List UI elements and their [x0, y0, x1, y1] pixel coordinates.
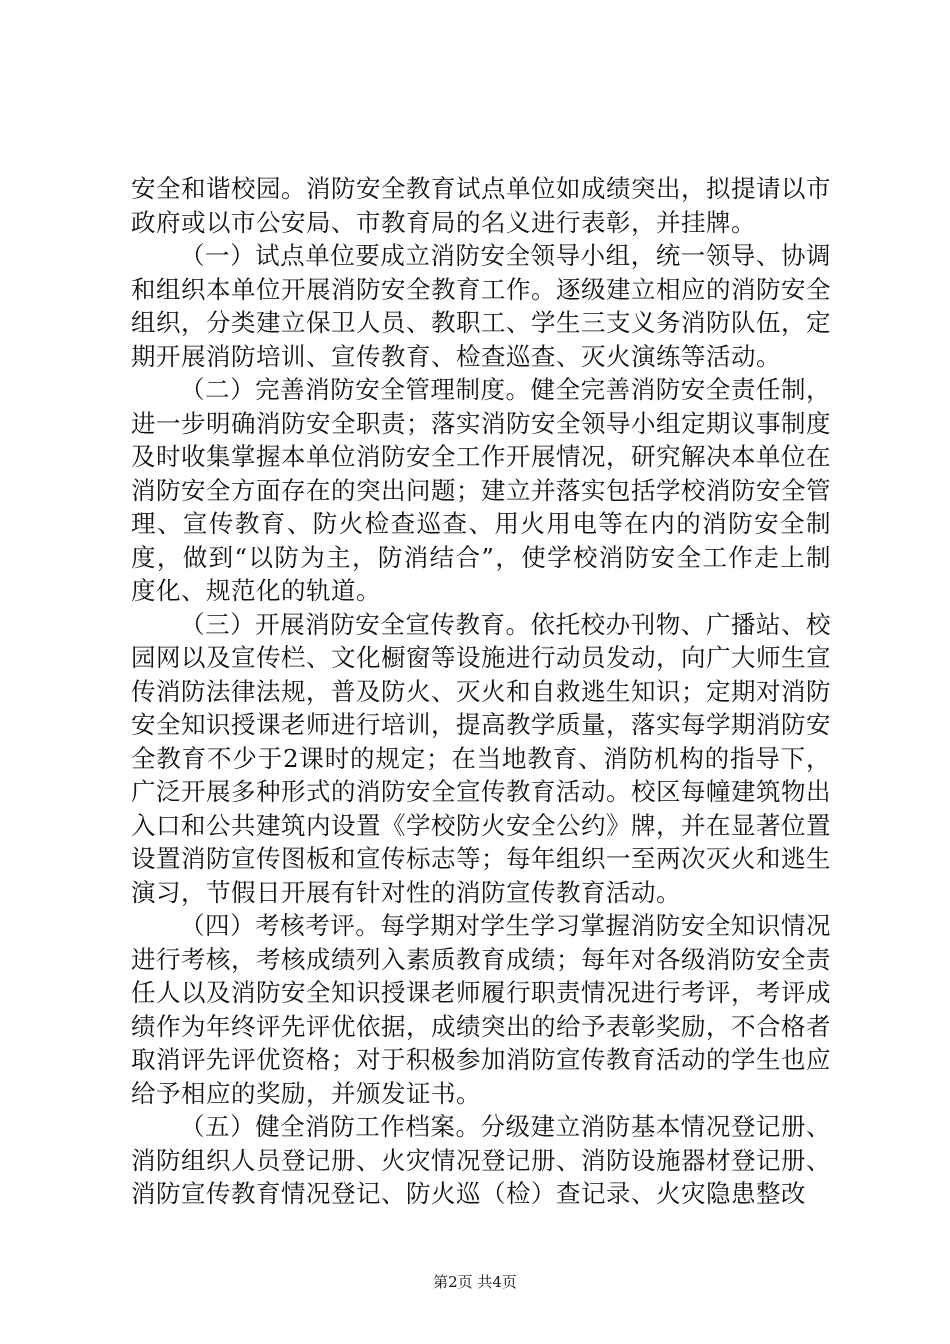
document-body [131, 172, 831, 1211]
paragraph-intro: 安全和谐校园。消防安全教育试点单位如成绩突出，拟提请以市政府或以市公安局、市教育局的名义进行表彰，并挂牌。 [131, 174, 831, 237]
paragraph-section-2: （二）完善消防安全管理制度。健全完善消防安全责任制，进一步明确消防安全职责；落实消防安全领导小组定期议事制度及时收集掌握本单位消防安全工作开展情况，研究解决本单位在消防安全方面存在的突出问题；建立并落实包括学校消防安全管理、宣传教育、防火检查巡查、用火用电等在内的消防安全制度，做到“以防为主，防消结合”，使学校消防安全工作走上制度化、规范化的轨道。 [131, 375, 831, 605]
paragraph-section-3: （三）开展消防安全宣传教育。依托校办刊物、广播站、校园网以及宣传栏、文化橱窗等设施进行动员发动，向广大师生宣传消防法律法规，普及防火、灭火和自救逃生知识；定期对消防安全知识授课老师进行培训，提高教学质量，落实每学期消防安全教育不少于2课时的规定；在当地教育、消防机构的指导下，广泛开展多种形式的消防安全宣传教育活动。校区每幢建筑物出入口和公共建筑内设置《学校防火安全公约》牌，并在显著位置设置消防宣传图板和宣传标志等；每年组织一至两次灭火和逃生演习，节假日开展有针对性的消防宣传教育活动。 [131, 609, 831, 907]
paragraph-section-5: （五）健全消防工作档案。分级建立消防基本情况登记册、消防组织人员登记册、火灾情况登记册、消防设施器材登记册、消防宣传教育情况登记、防火巡（检）查记录、火灾隐患整改 [131, 1112, 831, 1208]
page-number-footer: 第2页 共4页 [433, 1273, 517, 1291]
paragraph-section-4: （四）考核考评。每学期对学生学习掌握消防安全知识情况进行考核，考核成绩列入素质教育成绩；每年对各级消防安全责任人以及消防安全知识授课老师履行职责情况进行考评，考评成绩作为年终评先评优依据，成绩突出的给予表彰奖励，不合格者取消评先评优资格；对于积极参加消防宣传教育活动的学生也应给予相应的奖励，并颁发证书。 [131, 911, 831, 1108]
paragraph-section-1: （一）试点单位要成立消防安全领导小组，统一领导、协调和组织本单位开展消防安全教育工作。逐级建立相应的消防安全组织，分类建立保卫人员、教职工、学生三支义务消防队伍，定期开展消防培训、宣传教育、检查巡查、灭火演练等活动。 [131, 241, 831, 371]
